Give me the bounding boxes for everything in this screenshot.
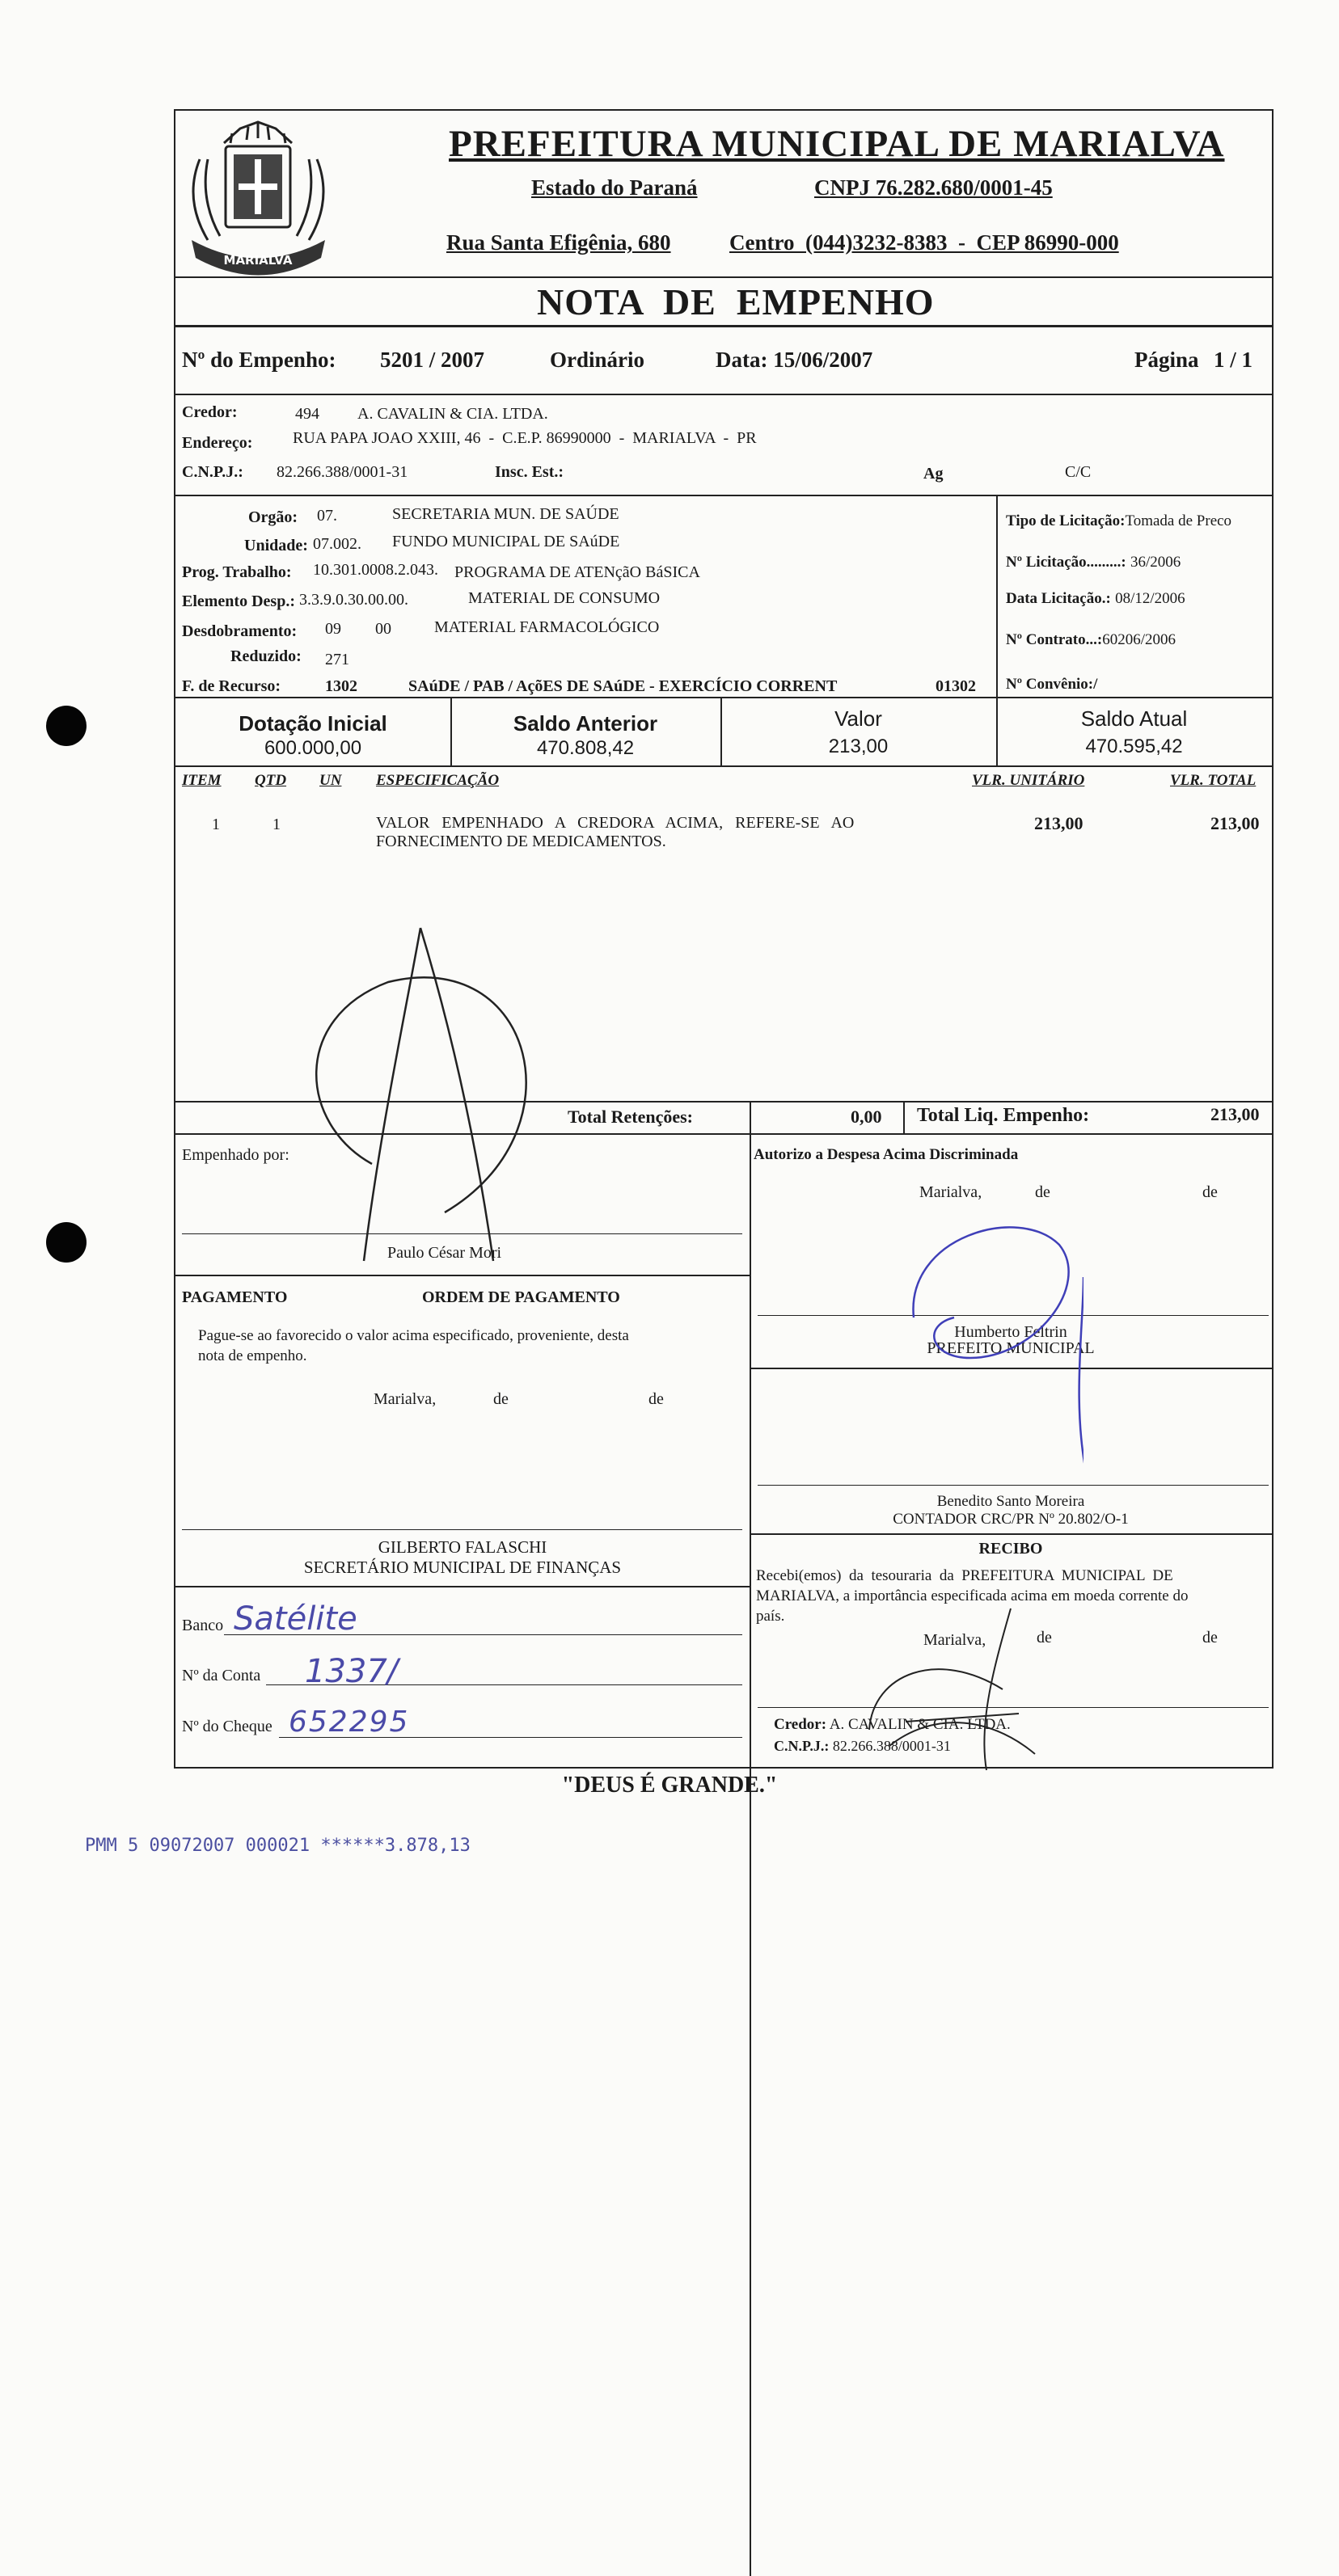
desdobramento-label: Desdobramento: xyxy=(182,622,298,640)
crest-text: MARIALVA xyxy=(223,253,293,268)
unidade-code: 07.002. xyxy=(313,535,361,553)
data-licitacao-label: Data Licitação.: xyxy=(1006,590,1111,607)
cc-label: C/C xyxy=(1065,463,1092,481)
col-valor-total: VLR. TOTAL xyxy=(1170,772,1257,789)
recibo-text-line1: Recebi(emos) da tesouraria da PREFEITURA MUNICIPAL DE xyxy=(756,1567,1173,1584)
punch-hole-bottom xyxy=(46,1222,87,1263)
item-number: 1 xyxy=(212,816,220,833)
col-item: ITEM xyxy=(182,772,222,789)
machine-stamp: PMM 5 09072007 000021 ******3.878,13 xyxy=(85,1836,471,1856)
numero-licitacao-label: Nº Licitação.........: xyxy=(1006,554,1126,571)
signature-recibo xyxy=(857,1600,1051,1778)
recurso-code: 1302 xyxy=(325,677,357,695)
data-licitacao-value: 08/12/2006 xyxy=(1115,590,1185,607)
col-qtd: QTD xyxy=(255,772,287,789)
elemento-code: 3.3.9.0.30.00.00. xyxy=(299,591,408,609)
motto: "DEUS É GRANDE." xyxy=(561,1773,778,1798)
municipality-title: PREFEITURA MUNICIPAL DE MARIALVA xyxy=(449,123,1225,165)
cnpj-label: C.N.P.J.: xyxy=(182,463,243,481)
saldo-anterior-label: Saldo Anterior xyxy=(513,711,658,736)
prog-trabalho-desc: PROGRAMA DE ATENçãO BáSICA xyxy=(454,563,700,581)
recibo-cnpj-label: C.N.P.J.: xyxy=(774,1738,830,1754)
elemento-label: Elemento Desp.: xyxy=(182,592,295,610)
saldo-atual-value: 470.595,42 xyxy=(1085,736,1183,757)
empenhado-por-label: Empenhado por: xyxy=(182,1146,289,1164)
total-retencoes-value: 0,00 xyxy=(851,1107,882,1127)
conta-label: Nº da Conta xyxy=(182,1667,261,1684)
saldo-anterior-value: 470.808,42 xyxy=(536,737,635,759)
autorizo-de2: de xyxy=(1202,1183,1218,1201)
convenio-label: Nº Convênio:/ xyxy=(1006,676,1098,693)
dotacao-inicial-value: 600.000,00 xyxy=(264,737,362,759)
item-spec-line1: VALOR EMPENHADO A CREDORA ACIMA, REFERE-SE AO xyxy=(376,814,855,832)
recibo-credor-name: A. CAVALIN & CIA. LTDA. xyxy=(829,1716,1011,1733)
prog-trabalho-code: 10.301.0008.2.043. xyxy=(313,561,438,579)
numero-licitacao xyxy=(1006,551,1181,571)
empenho-number-label: Nº do Empenho: xyxy=(182,348,336,372)
col-un: UN xyxy=(319,772,342,789)
ag-label: Ag xyxy=(923,465,944,483)
contador-role: CONTADOR CRC/PR Nº 20.802/O-1 xyxy=(893,1511,1129,1528)
tipo-licitacao xyxy=(1006,510,1231,530)
valor-value: 213,00 xyxy=(828,736,889,757)
recibo-de1: de xyxy=(1037,1629,1052,1646)
numero-convenio xyxy=(1006,673,1097,694)
desdobramento-code: 09 xyxy=(325,620,341,638)
credor-name: A. CAVALIN & CIA. LTDA. xyxy=(357,405,548,423)
pagamento-de1: de xyxy=(493,1390,509,1408)
prefeito-name: Humberto Feltrin xyxy=(954,1323,1067,1341)
credor-label: Credor: xyxy=(182,403,238,421)
recurso-label: F. de Recurso: xyxy=(182,677,281,695)
contador-name: Benedito Santo Moreira xyxy=(936,1493,1085,1510)
tipo-licitacao-label: Tipo de Licitação: xyxy=(1006,512,1126,529)
numero-contrato xyxy=(1006,629,1176,649)
credor-code: 494 xyxy=(295,405,319,423)
orgao-code: 07. xyxy=(317,507,337,525)
pagamento-de2: de xyxy=(648,1390,664,1408)
item-unit-value: 213,00 xyxy=(1034,813,1083,833)
header-address: Rua Santa Efigênia, 680 xyxy=(446,230,671,255)
recibo-de2: de xyxy=(1202,1629,1218,1646)
item-qtd: 1 xyxy=(272,816,281,833)
recibo-text-line2: MARIALVA, a importância especificada acima em moeda corrente do xyxy=(756,1587,1189,1604)
recurso-desc: SAúDE / PAB / AçõES DE SAúDE - EXERCÍCIO CORRENT xyxy=(408,677,838,695)
punch-hole-top xyxy=(46,706,87,746)
desdobramento-desc: MATERIAL FARMACOLÓGICO xyxy=(434,618,660,636)
ordem-pagamento-label: ORDEM DE PAGAMENTO xyxy=(422,1288,620,1306)
col-especificacao: ESPECIFICAÇÃO xyxy=(376,772,500,789)
recibo-cnpj-value: 82.266.388/0001-31 xyxy=(832,1738,951,1754)
recibo-text-line3: país. xyxy=(756,1608,785,1625)
autorizo-de1: de xyxy=(1035,1183,1050,1201)
cheque-value: 652295 xyxy=(289,1705,410,1739)
unidade-desc: FUNDO MUNICIPAL DE SAúDE xyxy=(392,533,620,550)
banco-label: Banco xyxy=(182,1617,224,1634)
state-name: Estado do Paraná xyxy=(531,175,698,200)
total-liquido-label: Total Liq. Empenho: xyxy=(917,1105,1090,1126)
dotacao-inicial-label: Dotação Inicial xyxy=(239,711,387,736)
autorizo-label: Autorizo a Despesa Acima Discriminada xyxy=(754,1146,1019,1163)
pagamento-text-line1: Pague-se ao favorecido o valor acima especificado, proveniente, desta xyxy=(198,1327,629,1344)
desdobramento-sub: 00 xyxy=(375,620,391,638)
page-number: 1 / 1 xyxy=(1214,348,1253,372)
empenhado-por-signer: Paulo César Mori xyxy=(387,1244,502,1262)
prefeito-role: PREFEITO MUNICIPAL xyxy=(927,1339,1095,1357)
header-contact: Centro (044)3232-8383 - CEP 86990-000 xyxy=(729,230,1119,255)
recibo-credor-label: Credor: xyxy=(774,1716,827,1733)
credor-address: RUA PAPA JOAO XXIII, 46 - C.E.P. 86990000 - MARIALVA - PR xyxy=(293,429,757,447)
autorizo-city: Marialva, xyxy=(919,1183,982,1201)
tipo-licitacao-value: Tomada de Preco xyxy=(1125,512,1232,529)
empenho-number: 5201 / 2007 xyxy=(380,348,485,372)
conta-value: 1337/ xyxy=(305,1653,399,1690)
pagamento-label: PAGAMENTO xyxy=(182,1288,288,1306)
municipal-crest-logo xyxy=(175,111,341,285)
item-spec-line2: FORNECIMENTO DE MEDICAMENTOS. xyxy=(376,833,666,850)
recurso-number: 01302 xyxy=(936,677,976,695)
numero-licitacao-value: 36/2006 xyxy=(1130,554,1181,571)
empenho-date: Data: 15/06/2007 xyxy=(716,348,873,372)
data-licitacao xyxy=(1006,588,1185,608)
credor-cnpj: 82.266.388/0001-31 xyxy=(277,463,408,481)
pagamento-city: Marialva, xyxy=(374,1390,437,1408)
recibo-label: RECIBO xyxy=(978,1540,1043,1558)
total-retencoes-label: Total Retenções: xyxy=(568,1107,693,1127)
contrato-label: Nº Contrato...: xyxy=(1006,631,1103,648)
prog-trabalho-label: Prog. Trabalho: xyxy=(182,563,292,581)
saldo-atual-label: Saldo Atual xyxy=(1080,706,1188,731)
recibo-city: Marialva, xyxy=(923,1631,986,1649)
header-cnpj: CNPJ 76.282.680/0001-45 xyxy=(814,175,1053,200)
signature-empenhado xyxy=(291,921,598,1277)
elemento-desc: MATERIAL DE CONSUMO xyxy=(468,589,661,607)
col-valor-unitario: VLR. UNITÁRIO xyxy=(972,772,1085,789)
empenho-type: Ordinário xyxy=(550,348,645,372)
page-label: Página xyxy=(1134,348,1199,372)
endereco-label: Endereço: xyxy=(182,434,253,452)
item-total-value: 213,00 xyxy=(1210,813,1260,833)
valor-label: Valor xyxy=(834,706,882,731)
document-title: NOTA DE EMPENHO xyxy=(537,281,935,323)
reduzido-label: Reduzido: xyxy=(230,647,302,665)
insc-est-label: Insc. Est.: xyxy=(495,463,564,481)
reduzido-value: 271 xyxy=(325,651,349,668)
secretario-name: GILBERTO FALASCHI xyxy=(378,1537,547,1557)
contrato-value: 60206/2006 xyxy=(1102,631,1176,648)
orgao-desc: SECRETARIA MUN. DE SAÚDE xyxy=(392,505,619,523)
total-liquido-value: 213,00 xyxy=(1210,1104,1260,1124)
secretario-role: SECRETÁRIO MUNICIPAL DE FINANÇAS xyxy=(303,1558,622,1577)
orgao-label: Orgão: xyxy=(248,508,298,526)
signature-prefeito xyxy=(898,1196,1083,1487)
cheque-label: Nº do Cheque xyxy=(182,1718,272,1735)
unidade-label: Unidade: xyxy=(244,537,308,554)
pagamento-text-line2: nota de empenho. xyxy=(198,1347,307,1364)
banco-value: Satélite xyxy=(234,1600,357,1638)
